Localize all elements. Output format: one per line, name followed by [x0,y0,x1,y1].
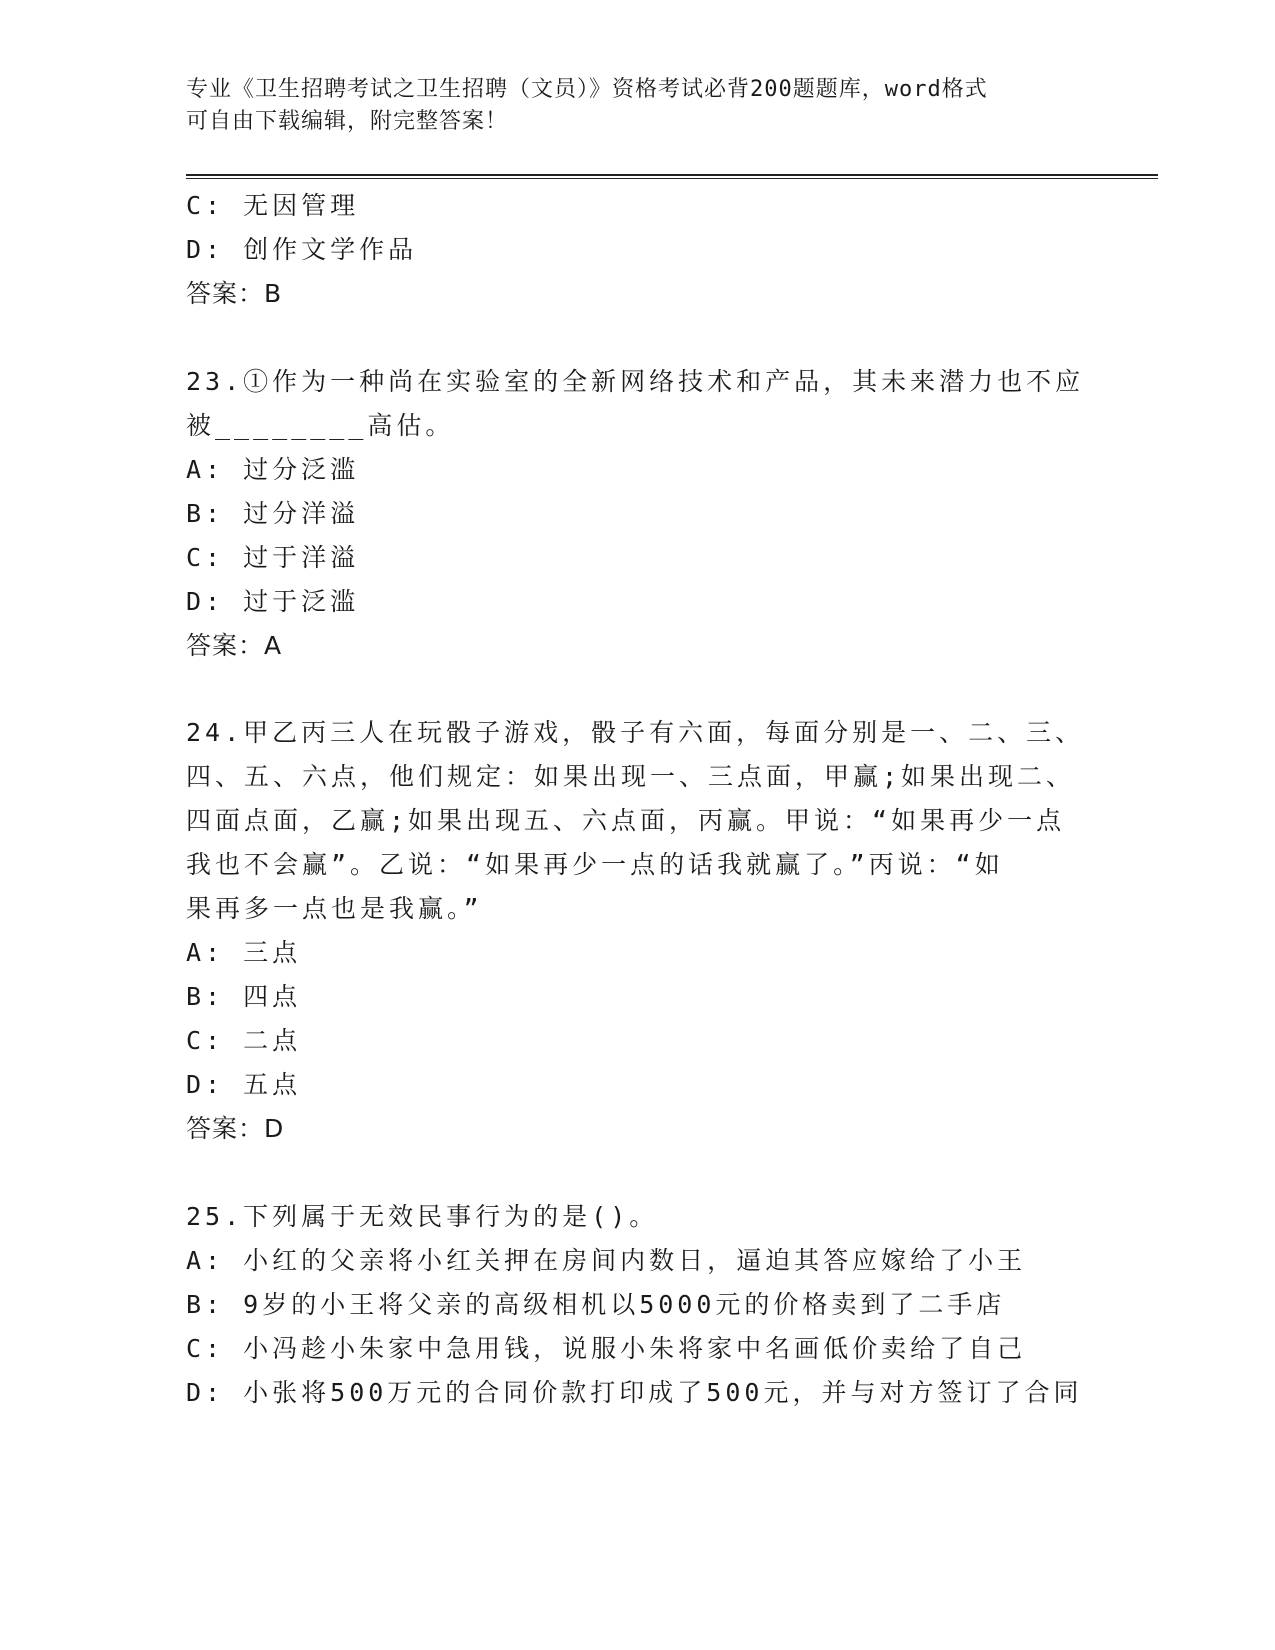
q24-option-b: B: 四点 [186,982,302,1011]
q23-option-d: D: 过于泛滥 [186,587,360,616]
q24-stem-line-3: 四面点面，乙赢;如果出现五、六点面，丙赢。甲说：“如果再少一点 [186,806,1066,835]
q23-answer: 答案：A [186,631,283,660]
q23-stem-line-2: 被________高估。 [186,411,455,440]
q25-option-d: D: 小张将500万元的合同价款打印成了500元，并与对方签订了合同 [186,1378,1083,1407]
q24-option-d: D: 五点 [186,1070,302,1099]
header-line-2: 可自由下载编辑，附完整答案！ [186,109,509,134]
q24-option-a: A: 三点 [186,938,302,967]
header-line-1: 专业《卫生招聘考试之卫生招聘（文员）》资格考试必背200题题库，word格式 [186,77,988,102]
q23-option-a: A: 过分泛滥 [186,455,360,484]
prev-answer: 答案：B [186,279,283,308]
q24-stem-line-5: 果再多一点也是我赢。” [186,894,483,923]
q24-stem-line-1: 24.甲乙丙三人在玩骰子游戏，骰子有六面，每面分别是一、二、三、 [186,718,1085,747]
prev-option-c: C: 无因管理 [186,191,360,220]
q23-option-b: B: 过分洋溢 [186,499,360,528]
q25-stem-line-1: 25.下列属于无效民事行为的是()。 [186,1202,659,1231]
prev-option-d: D: 创作文学作品 [186,235,418,264]
q23-stem-line-1: 23.①作为一种尚在实验室的全新网络技术和产品，其未来潜力也不应 [186,367,1085,396]
q25-option-c: C: 小冯趁小朱家中急用钱，说服小朱将家中名画低价卖给了自己 [186,1334,1027,1363]
q24-option-c: C: 二点 [186,1026,302,1055]
q25-option-a: A: 小红的父亲将小红关押在房间内数日，逼迫其答应嫁给了小王 [186,1246,1027,1275]
q24-answer: 答案：D [186,1114,285,1143]
q24-stem-line-2: 四、五、六点，他们规定：如果出现一、三点面，甲赢;如果出现二、 [186,762,1076,791]
document-header [186,74,1066,138]
q24-stem-line-4: 我也不会赢”。乙说：“如果再少一点的话我就赢了。”丙说：“如 [186,850,1004,879]
q25-option-b: B: 9岁的小王将父亲的高级相机以5000元的价格卖到了二手店 [186,1290,1006,1319]
q23-option-c: C: 过于洋溢 [186,543,360,572]
header-divider [186,174,1158,179]
